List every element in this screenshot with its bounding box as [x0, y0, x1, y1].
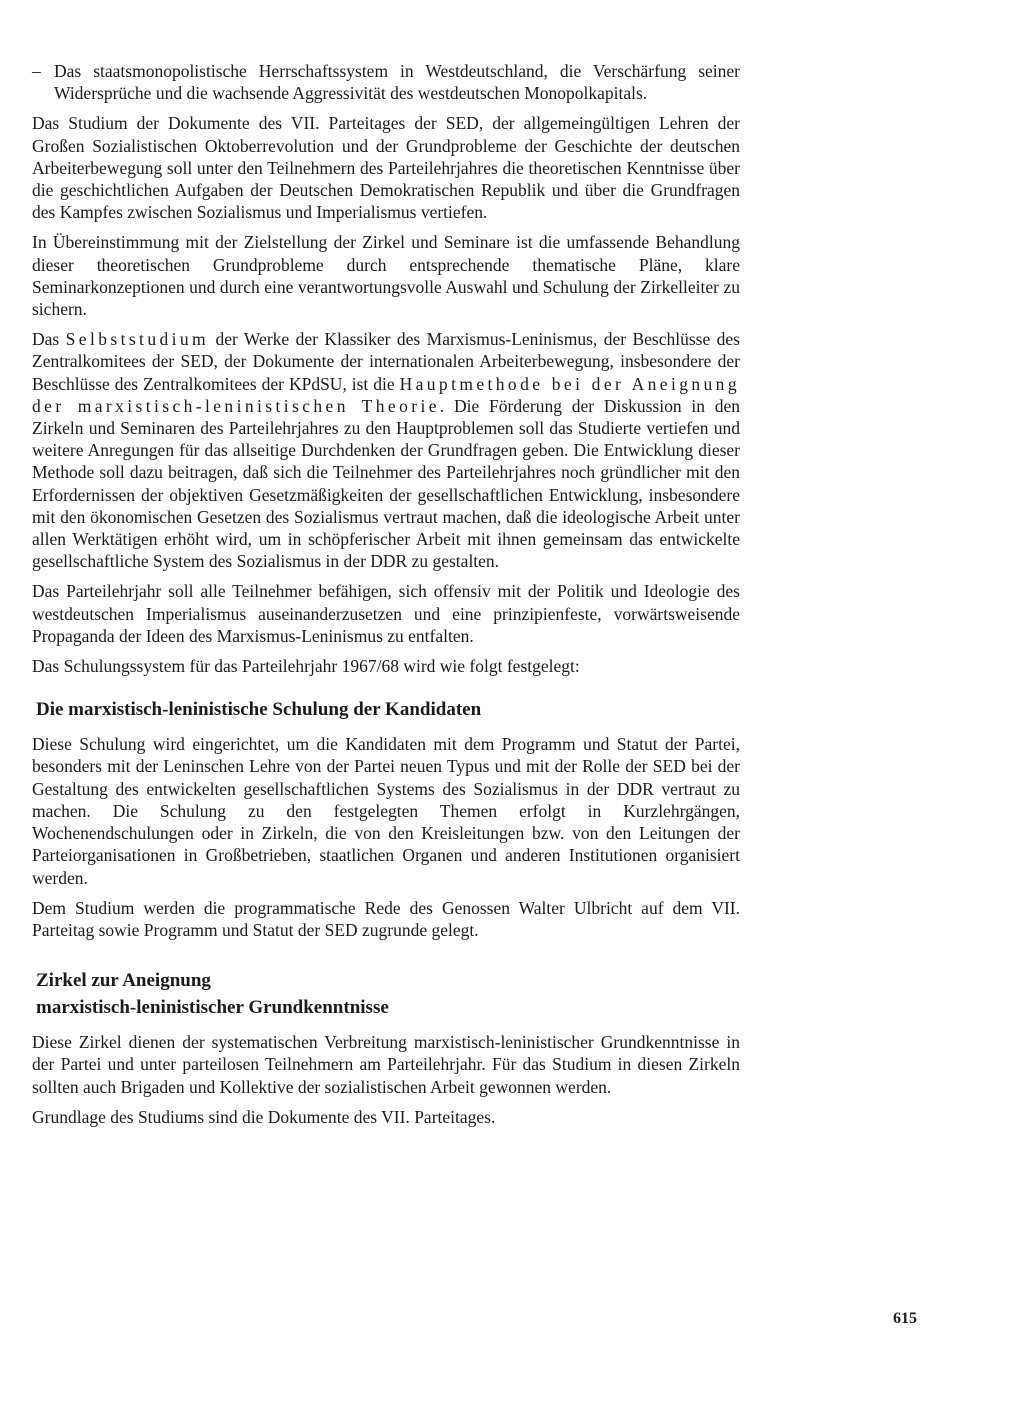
page-number: 615 [893, 1310, 917, 1327]
paragraph-studium: Das Studium der Dokumente des VII. Parteitages der SED, der allgemeingültigen Lehren der Großen Sozialistischen Oktoberrevolution und der Grundprobleme der Geschichte der deutschen Arbeiterbewegung soll unter den Teilnehmern des Parteilehrjahres die theoretischen Kenntnisse über die geschichtlichen Aufgaben der Deutschen Demokratischen Republik und über die Grundfragen des Kampfes zwischen Sozialismus und Imperialismus vertiefen. [32, 113, 740, 223]
paragraph-grundlage: Grundlage des Studiums sind die Dokumente des VII. Parteitages. [32, 1106, 496, 1127]
section-heading-zirkel [36, 967, 740, 1021]
section-heading-line1: Zirkel zur Aneignung [36, 970, 211, 992]
paragraph-parteilehrjahr: Das Parteilehrjahr soll alle Teilnehmer befähigen, sich offensiv mit der Politik und Ideologie des westdeutschen Imperialismus auseinanderzusetzen und eine prinzipienfeste, vorwärtsweisende Propaganda der Ideen des Marxismus-Leninismus zu entfalten. [32, 581, 740, 646]
selbststudium-rest: . Die Förderung der Diskussion in den Zirkeln und Seminaren des Parteilehrjahres zu den Hauptproblemen soll das Studierte vertiefen und weitere Anregungen für das allseitige Durchdenken der Grundfragen geben. Die Entwicklung dieser Methode soll dazu beitragen, daß sich die Teilnehmer des Parteilehrjahres noch gründlicher mit den Erfordernissen der objektiven Gesetzmäßigkeiten der gesellschaftlichen Entwicklung, insbesondere mit den ökonomischen Gesetzen des Sozialismus vertraut machen, daß die ideologische Arbeit unter allen Werktätigen erhöht wird, um in schöpferischer Arbeit mit ihnen gemeinsam das entwickelte gesellschaftliche System des Sozialismus in der DDR zu gestalten. [32, 395, 740, 572]
hauptmethode-term: Hauptmethode bei der Aneignung der marxistisch-leninistischen Theorie [32, 373, 740, 416]
section-heading-kandidaten: Die marxistisch-leninistische Schulung der Kandidaten [36, 699, 482, 721]
selbststudium-intro: Das [32, 329, 66, 350]
bullet-item [32, 60, 740, 104]
bullet-dash: – [32, 61, 41, 81]
paragraph-uebereinstimmung: In Übereinstimmung mit der Zielstellung der Zirkel und Seminare ist die umfassende Behandlung dieser theoretischen Grundprobleme durch entsprechende thematische Pläne, klare Seminarkonzeptionen und durch eine verantwortungsvolle Auswahl und Schulung der Zirkelleiter zu sichern. [32, 232, 740, 320]
paragraph-zirkel: Diese Zirkel dienen der systematischen Verbreitung marxistisch-leninistischer Grundkenntnisse in der Partei und unter parteilosen Teilnehmern am Parteilehrjahr. Für das Studium in diesen Zirkeln sollten auch Brigaden und Kollektive der sozialistischen Arbeit gewonnen werden. [32, 1032, 740, 1097]
paragraph-schulung: Diese Schulung wird eingerichtet, um die Kandidaten mit dem Programm und Statut der Partei, besonders mit der Leninschen Lehre von der Partei neuen Typus und mit der Rolle der SED bei der Gestaltung des entwickelten gesellschaftlichen Systems des Sozialismus in der DDR vertraut zu machen. Die Schulung zu den festgelegten Themen erfolgt in Kurzlehrgängen, Wochenendschulungen oder in Zirkeln, die von den Kreisleitungen bzw. von den Leitungen der Parteiorganisationen in Großbetrieben, staatlichen Organen und anderen Institutionen organisiert werden. [32, 734, 740, 888]
paragraph-dem-studium: Dem Studium werden die programmatische Rede des Genossen Walter Ulbricht auf dem VII. Parteitag sowie Programm und Statut der SED zugrunde gelegt. [32, 897, 740, 940]
paragraph-schulungssystem: Das Schulungssystem für das Parteilehrjahr 1967/68 wird wie folgt festgelegt: [32, 656, 580, 677]
section-heading-line2: marxistisch-leninistischer Grundkenntnisse [36, 997, 389, 1019]
bullet-text: Das staatsmonopolistische Herrschaftssystem in Westdeutschland, die Verschärfung seiner Widersprüche und die wachsende Aggressivität des westdeutschen Monopolkapitals. [54, 61, 740, 104]
selbststudium-term: Selbststudium [65, 329, 210, 350]
selbststudium-mid: der Werke der Klassiker des Marxismus-Leninismus, der Beschlüsse des Zentralkomitees der SED, der Dokumente der internationalen Arbeiterbewegung, insbesondere der Beschlüsse des Zentralkomitees der KPdSU, ist die [32, 329, 740, 394]
page-body [32, 60, 740, 1136]
paragraph-selbststudium [32, 328, 740, 572]
